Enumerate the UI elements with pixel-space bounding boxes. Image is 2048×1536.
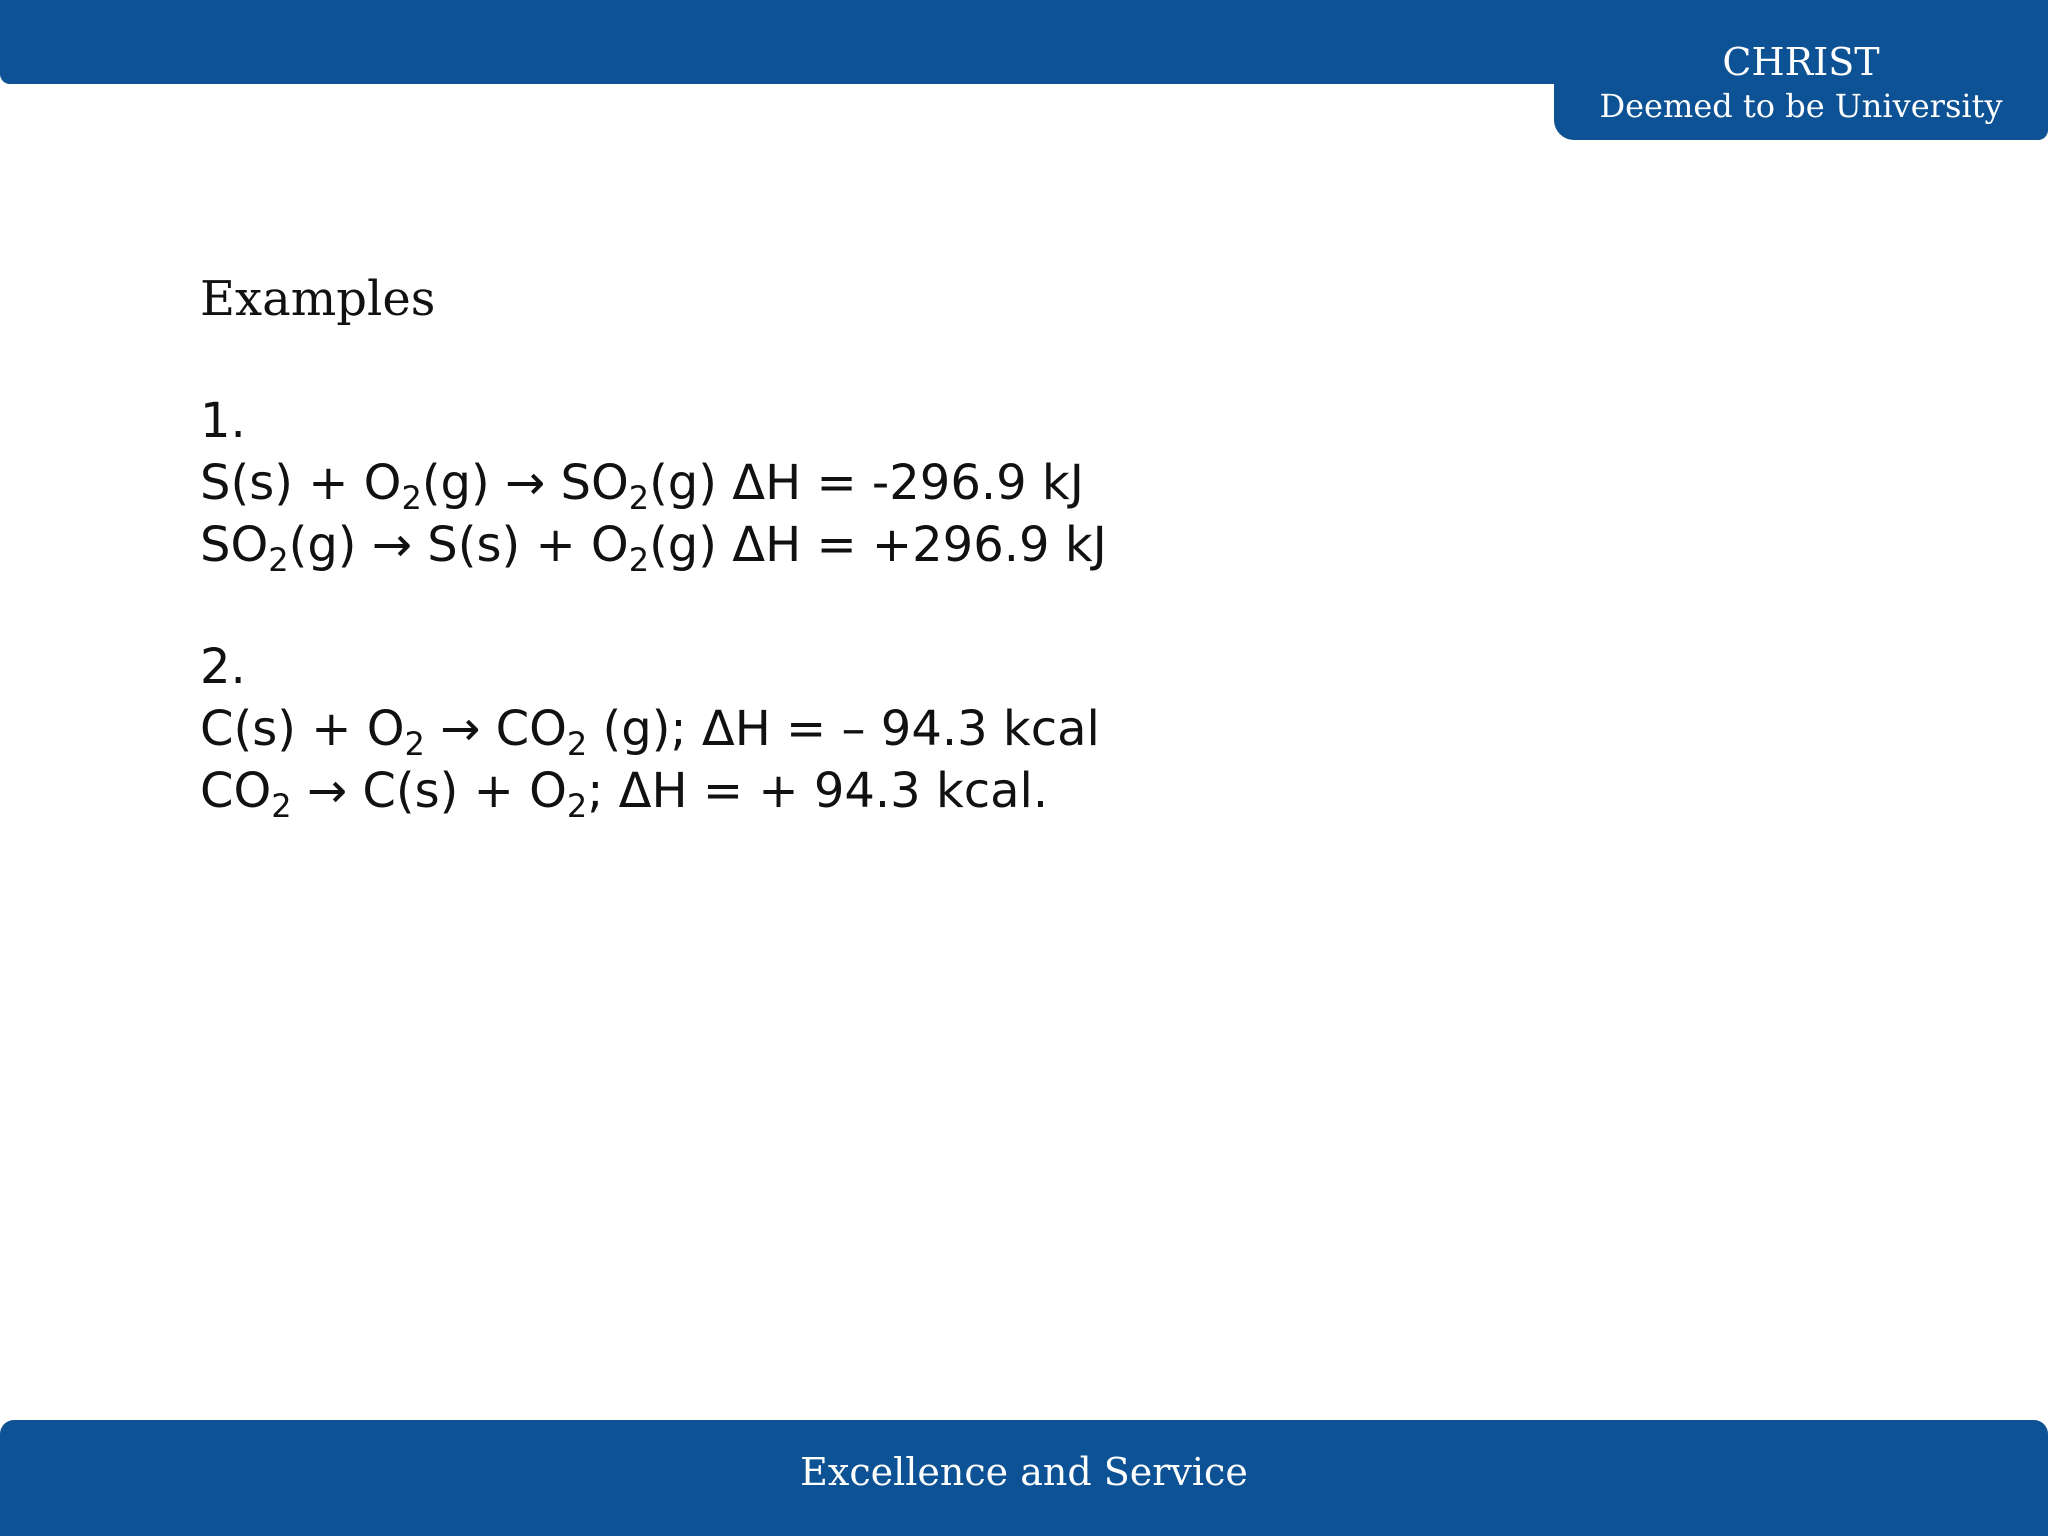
equation-line: $SO_2(g) \to S(s) + O_2(g) \Delta H = +296.9$ kJ xyxy=(200,517,1107,579)
equation-line: $C(s) + O_2 \to CO_2$ (g); ΔH = – 94.3 kcal xyxy=(200,701,1100,763)
equation-line: $S(s) + O_2(g) \to SO_2(g) \Delta H = -296.9$ kJ xyxy=(200,455,1084,517)
example-number: 2. xyxy=(200,639,246,695)
slide-heading: Examples xyxy=(200,271,436,327)
brand-subtitle: Deemed to be University xyxy=(1599,87,2003,125)
slide-content xyxy=(200,268,1800,825)
footer-motto: Excellence and Service xyxy=(800,1450,1248,1494)
brand-name: CHRIST xyxy=(1722,40,1880,84)
example-number: 1. xyxy=(200,393,246,449)
footer-bar xyxy=(0,1420,2048,1536)
equation-line: $CO_2 \to C(s) + O_2$; ΔH = + 94.3 kcal. xyxy=(200,763,1049,825)
example-2 xyxy=(200,636,1800,825)
university-brand-tab xyxy=(1554,0,2048,140)
example-1 xyxy=(200,390,1800,579)
